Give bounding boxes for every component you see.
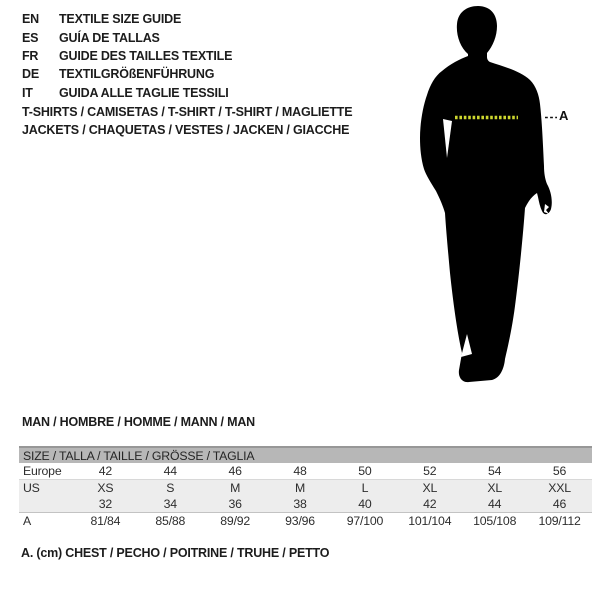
man-silhouette-path: [420, 6, 552, 382]
language-title-block: [22, 10, 232, 102]
category-line-jackets: JACKETS / CHAQUETAS / VESTES / JACKEN / GIACCHE: [22, 123, 350, 138]
size-cell: 44: [462, 496, 527, 513]
size-table-header: SIZE / TALLA / TAILLE / GRÖSSE / TAGLIA: [19, 447, 592, 463]
size-cell: 42: [397, 496, 462, 513]
size-cell: 89/92: [220, 514, 251, 528]
size-cell: S: [138, 480, 203, 497]
size-cell: 46: [203, 463, 268, 480]
lang-code: FR: [22, 48, 39, 63]
row-label: Europe: [19, 463, 73, 480]
row-label: US: [19, 480, 73, 497]
measure-label-a: A: [559, 108, 569, 123]
lang-title: GUIDA ALLE TAGLIE TESSILI: [59, 85, 229, 100]
lang-row-it: [22, 84, 232, 102]
man-figure: [410, 0, 600, 400]
lang-code: EN: [22, 12, 39, 27]
size-cell: 93/96: [285, 514, 315, 528]
size-table: [19, 446, 592, 529]
size-cell: XS: [73, 480, 138, 497]
size-cell: 32: [73, 496, 138, 513]
size-cell: 54: [462, 463, 527, 480]
size-cell: L: [333, 480, 398, 497]
row-label: A: [23, 514, 32, 528]
size-cell: 101/104: [408, 514, 452, 528]
row-label: [19, 496, 73, 513]
size-cell: 34: [138, 496, 203, 513]
size-cell: 48: [268, 463, 333, 480]
lang-title: GUÍA DE TALLAS: [59, 30, 160, 45]
chest-legend-footnote: A. (cm) CHEST / PECHO / POITRINE / TRUHE / PETTO: [21, 546, 330, 560]
size-cell: 44: [138, 463, 203, 480]
section-title-man: MAN / HOMBRE / HOMME / MANN / MAN: [22, 415, 255, 429]
size-cell: 81/84: [90, 514, 121, 528]
lang-row-de: [22, 65, 232, 83]
size-cell: M: [268, 480, 333, 497]
size-cell: 42: [73, 463, 138, 480]
size-table-header-row: [19, 447, 592, 463]
size-cell: 38: [268, 496, 333, 513]
size-cell: 85/88: [155, 514, 186, 528]
lang-title: TEXTILE SIZE GUIDE: [59, 12, 182, 27]
lang-title: GUIDE DES TAILLES TEXTILE: [59, 48, 233, 63]
size-cell: 97/100: [346, 514, 384, 528]
table-row-chest-a: [19, 513, 592, 530]
category-line-tshirts: T-SHIRTS / CAMISETAS / T-SHIRT / T-SHIRT / MAGLIETTE: [22, 105, 353, 119]
man-silhouette: [410, 0, 600, 400]
lang-title: TEXTILGRÖßENFÜHRUNG: [59, 67, 215, 82]
category-block: [22, 103, 352, 140]
table-row-us: [19, 480, 592, 497]
size-cell: M: [203, 480, 268, 497]
lang-row-en: [22, 10, 232, 28]
table-row-europe: [19, 463, 592, 480]
size-cell: 56: [527, 463, 592, 480]
lang-code: IT: [22, 85, 33, 100]
lang-code: DE: [22, 67, 39, 82]
size-cell: 46: [527, 496, 592, 513]
size-cell: XL: [397, 480, 462, 497]
lang-row-fr: [22, 47, 232, 65]
lang-code: ES: [22, 30, 39, 45]
size-cell: 105/108: [473, 514, 517, 528]
size-cell: 109/112: [538, 514, 581, 528]
size-cell: XL: [462, 480, 527, 497]
lang-row-es: [22, 28, 232, 46]
table-row-numeric: [19, 496, 592, 513]
size-cell: 52: [397, 463, 462, 480]
size-cell: 40: [333, 496, 398, 513]
size-cell: 36: [203, 496, 268, 513]
size-cell: 50: [333, 463, 398, 480]
size-cell: XXL: [527, 480, 592, 497]
